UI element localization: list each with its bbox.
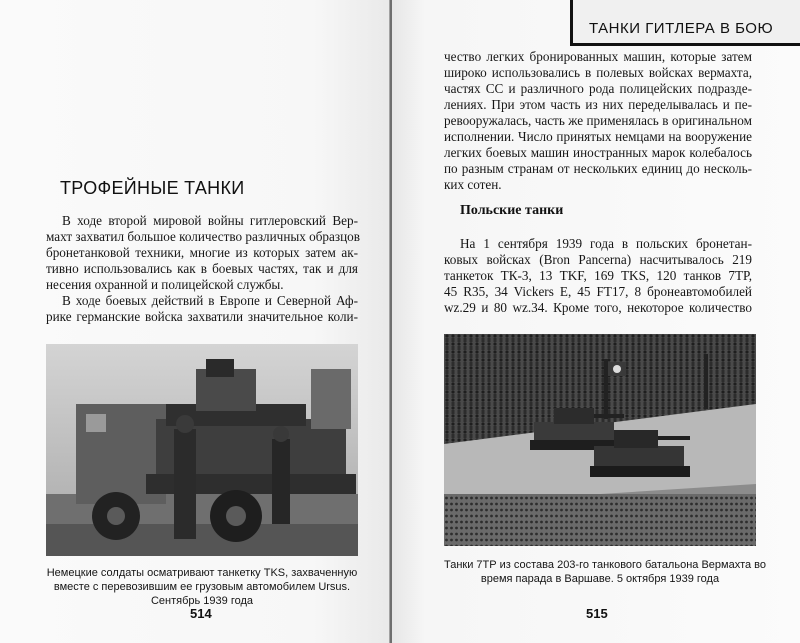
section-heading: Польские танки: [460, 203, 564, 218]
body-text-line: лениях. При этом часть из них переделывалась и пе-: [444, 97, 752, 112]
body-text-line: ревооружалась, часть же применялась в оригинальном: [444, 113, 752, 128]
captured-tankette-photo: [46, 344, 358, 556]
body-text-line: wz.29 и 80 wz.34. Кроме того, некоторое количество: [444, 300, 752, 315]
page-number: 514: [190, 606, 212, 621]
body-text-line: чество легких бронированных машин, которые затем: [444, 49, 752, 64]
chapter-title: ТРОФЕЙНЫЕ ТАНКИ: [60, 178, 245, 198]
photo-caption-line: время парада в Варшаве. 5 октября 1939 года: [480, 573, 720, 585]
body-text-line: В ходе боевых действий в Европе и Северной Аф-: [62, 293, 358, 308]
photo-caption-line: Немецкие солдаты осматривают танкетку TKS, захваченную: [46, 567, 358, 579]
body-text-line: тивно использовались как в боевых частях, так и для: [46, 261, 358, 276]
photo-caption-line: Танки 7ТР из состава 203-го танкового батальона Вермахта во: [444, 559, 767, 571]
body-text-line: частях СС и различного рода полицейских подразде-: [444, 81, 752, 96]
body-text-line: В ходе второй мировой войны гитлеровский Вер-: [62, 213, 358, 228]
body-text-line: танкеток ТК-3, 13 TKF, 169 TKS, 120 танков 7ТР,: [444, 268, 752, 283]
running-head: ТАНКИ ГИТЛЕРА В БОЮ: [589, 20, 774, 37]
body-text-line: махт захватил большое количество различных образцов: [46, 229, 360, 244]
photo-caption-line: вместе с перевозившим ее грузовым автомобилем Ursus.: [53, 581, 351, 593]
body-text-line: несения охранной и полицейской службы.: [46, 277, 284, 292]
body-text-line: бронетанковой техники, многие из которых затем ак-: [46, 245, 358, 260]
parade-photo: [444, 334, 756, 546]
body-text-line: рике германские войска захватили значительное коли-: [46, 309, 358, 324]
body-text-line: легких боевых машин иностранных марок колебалось: [444, 145, 752, 160]
running-head-box: [570, 0, 800, 46]
body-text-line: На 1 сентября 1939 года в польских бронетан-: [460, 236, 752, 251]
left-page: [0, 0, 392, 643]
page-number: 515: [586, 606, 608, 621]
photo-caption-line: Сентябрь 1939 года: [150, 595, 254, 607]
body-text-line: широко использовались в полевых войсках вермахта,: [444, 65, 752, 80]
body-text-line: 45 R35, 34 Vickers E, 45 FT17, 8 бронеавтомобилей: [444, 284, 752, 299]
body-text-line: исполнении. Число принятых немцами на вооружение: [444, 129, 752, 144]
body-text-line: ких сотен.: [444, 177, 502, 192]
body-text-line: по разным странам от нескольких единиц до несколь-: [444, 161, 752, 176]
body-text-line: ковых войсках (Bron Pancerna) насчитывалось 219: [444, 252, 752, 267]
